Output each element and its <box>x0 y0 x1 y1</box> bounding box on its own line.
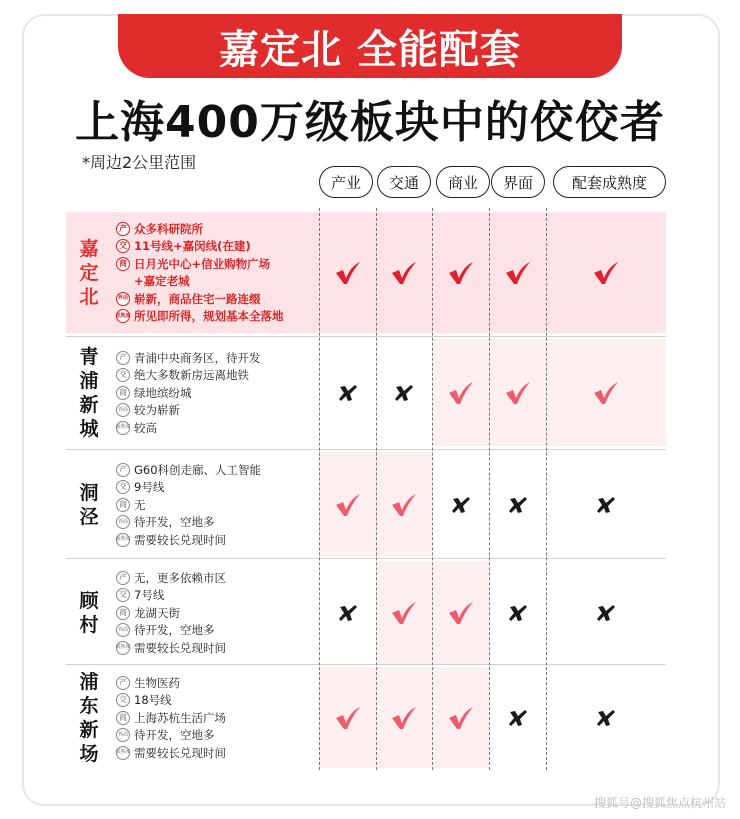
badge-commerce-icon: 商 <box>116 606 130 620</box>
feature-text: 待开发，空地多 <box>134 728 215 742</box>
feature-item <box>116 726 226 744</box>
cross-mark-icon <box>489 452 546 557</box>
district-name-char: 浦 <box>79 670 99 693</box>
feature-text: 需要较长兑现时间 <box>134 745 226 760</box>
feature-text: 18号线 <box>134 693 172 707</box>
district-name-char: 村 <box>79 613 99 636</box>
feature-item <box>116 709 226 727</box>
feature-item <box>116 496 261 514</box>
badge-traffic-icon: 交 <box>116 588 130 602</box>
check-mark-icon <box>376 452 432 557</box>
cross-mark-icon <box>546 667 666 768</box>
feature-item <box>116 639 226 657</box>
check-mark-icon <box>319 212 376 333</box>
feature-text: 需要较长兑现时间 <box>134 640 226 655</box>
district-name <box>66 212 112 333</box>
feature-text: 待开发，空地多 <box>134 623 215 637</box>
feature-text: G60科创走廊、人工智能 <box>134 462 262 477</box>
column-divider <box>489 208 490 770</box>
range-note: *周边2公里范围 <box>82 153 197 172</box>
feature-item <box>116 569 226 587</box>
check-mark-icon <box>376 667 432 768</box>
badge-commerce-icon: 商 <box>116 498 130 512</box>
district-name <box>66 561 112 664</box>
feature-text: 无 <box>134 497 146 512</box>
district-name-char: 城 <box>79 417 99 440</box>
feature-item <box>116 273 284 291</box>
check-mark-icon <box>546 339 666 446</box>
badge-industry-icon: 产 <box>116 351 130 365</box>
cross-mark-icon <box>546 561 666 664</box>
cross-mark-icon <box>376 339 432 446</box>
check-mark-icon <box>432 339 489 446</box>
feature-text: 9号线 <box>134 480 165 494</box>
check-mark-icon <box>432 212 489 333</box>
feature-item <box>116 349 261 367</box>
badge-maturity-icon: 成熟度 <box>116 746 130 760</box>
feature-item <box>116 674 226 692</box>
feature-list <box>116 569 226 657</box>
feature-text: 绿地缤纷城 <box>134 385 192 400</box>
feature-text: 较为崭新 <box>134 403 180 417</box>
check-mark-icon <box>489 339 546 446</box>
feature-text: 需要较长兑现时间 <box>134 532 226 547</box>
badge-interface-icon: 界面 <box>116 515 130 529</box>
badge-interface-icon: 界面 <box>116 292 130 306</box>
feature-text: 青浦中央商务区，待开发 <box>134 350 261 365</box>
feature-text: 11号线+嘉闵线(在建) <box>134 239 251 254</box>
district-name-char: 浦 <box>79 369 99 392</box>
check-mark-icon <box>432 561 489 664</box>
district-name-char: 洞 <box>79 481 99 504</box>
feature-list <box>116 674 226 762</box>
district-name-char: 青 <box>79 345 99 368</box>
badge-maturity-icon: 成熟度 <box>116 641 130 655</box>
badge-traffic-icon: 交 <box>116 693 130 707</box>
badge-industry-icon: 产 <box>116 676 130 690</box>
column-header-maturity: 配套成熟度 <box>553 166 666 198</box>
row-divider <box>66 336 666 337</box>
check-mark-icon <box>376 561 432 664</box>
feature-item <box>116 461 261 479</box>
feature-item <box>116 366 261 384</box>
row-divider <box>66 664 666 665</box>
district-name-char: 新 <box>79 718 99 741</box>
feature-item <box>116 586 226 604</box>
feature-item <box>116 401 261 419</box>
district-name-char: 东 <box>79 694 99 717</box>
column-divider <box>546 208 547 770</box>
column-header-commerce: 商业 <box>436 166 490 198</box>
column-header-traffic: 交通 <box>377 166 431 198</box>
row-divider <box>66 449 666 450</box>
feature-text: 龙湖天街 <box>134 605 180 620</box>
badge-commerce-icon: 商 <box>116 257 130 271</box>
badge-maturity-icon: 成熟度 <box>116 309 130 323</box>
feature-list <box>116 461 261 549</box>
district-name <box>66 339 112 446</box>
check-mark-icon <box>432 667 489 768</box>
badge-industry-icon: 产 <box>116 463 130 477</box>
feature-text: 7号线 <box>134 588 165 602</box>
badge-maturity-icon: 成熟度 <box>116 421 130 435</box>
feature-item <box>116 691 226 709</box>
feature-item <box>116 478 261 496</box>
headline: 上海400万级板块中的佼佼者 <box>75 97 665 148</box>
row-divider <box>66 558 666 559</box>
check-mark-icon <box>546 212 666 333</box>
feature-text: 生物医药 <box>134 675 180 690</box>
check-mark-icon <box>376 212 432 333</box>
feature-text: 所见即所得，规划基本全落地 <box>134 309 284 324</box>
badge-traffic-icon: 交 <box>116 480 130 494</box>
badge-maturity-icon: 成熟度 <box>116 533 130 547</box>
check-mark-icon <box>489 212 546 333</box>
watermark: 搜狐号@搜狐焦点杭州站 <box>593 796 726 810</box>
district-name <box>66 452 112 557</box>
feature-text: 待开发，空地多 <box>134 515 215 529</box>
feature-item <box>116 384 261 402</box>
feature-item <box>116 621 226 639</box>
check-mark-icon <box>319 452 376 557</box>
feature-text: 绝大多数新房远离地铁 <box>134 368 249 382</box>
badge-industry-icon: 产 <box>116 222 130 236</box>
cross-mark-icon <box>489 561 546 664</box>
feature-item <box>116 255 284 273</box>
district-name-char: 北 <box>79 285 99 308</box>
district-name-char: 泾 <box>79 505 99 528</box>
feature-text: +嘉定老城 <box>134 274 190 289</box>
cross-mark-icon <box>432 452 489 557</box>
cross-mark-icon <box>546 452 666 557</box>
feature-text: 上海苏杭生活广场 <box>134 710 226 725</box>
feature-text: 众多科研院所 <box>134 221 203 236</box>
check-mark-icon <box>319 667 376 768</box>
district-name-char: 场 <box>79 742 99 765</box>
feature-text: 日月光中心+信业购物广场 <box>134 256 271 271</box>
feature-list <box>116 349 261 437</box>
badge-interface-icon: 界面 <box>116 728 130 742</box>
feature-item <box>116 744 226 762</box>
feature-item <box>116 220 284 238</box>
badge-traffic-icon: 交 <box>116 239 130 253</box>
badge-industry-icon: 产 <box>116 571 130 585</box>
badge-interface-icon: 界面 <box>116 403 130 417</box>
district-name <box>66 667 112 768</box>
feature-item <box>116 238 284 256</box>
feature-item <box>116 531 261 549</box>
feature-text: 崭新，商品住宅一路连缀 <box>134 291 261 306</box>
feature-item <box>116 513 261 531</box>
cross-mark-icon <box>319 339 376 446</box>
column-divider <box>319 208 320 770</box>
column-divider <box>376 208 377 770</box>
cross-mark-icon <box>319 561 376 664</box>
feature-item <box>116 419 261 437</box>
column-header-interface: 界面 <box>491 166 545 198</box>
cross-mark-icon <box>489 667 546 768</box>
badge-traffic-icon: 交 <box>116 368 130 382</box>
district-name-char: 新 <box>79 393 99 416</box>
district-name-char: 嘉 <box>79 237 99 260</box>
badge-commerce-icon: 商 <box>116 386 130 400</box>
column-divider <box>432 208 433 770</box>
district-name-char: 定 <box>79 261 99 284</box>
feature-item <box>116 604 226 622</box>
feature-item <box>116 290 284 308</box>
feature-text: 无，更多依赖市区 <box>134 570 226 585</box>
badge-commerce-icon: 商 <box>116 711 130 725</box>
column-header-industry: 产业 <box>319 166 373 198</box>
district-name-char: 顾 <box>79 589 99 612</box>
badge-interface-icon: 界面 <box>116 623 130 637</box>
feature-list <box>116 220 284 325</box>
feature-text: 较高 <box>134 420 157 435</box>
feature-item <box>116 308 284 326</box>
title-banner: 嘉定北 全能配套 <box>118 14 622 78</box>
